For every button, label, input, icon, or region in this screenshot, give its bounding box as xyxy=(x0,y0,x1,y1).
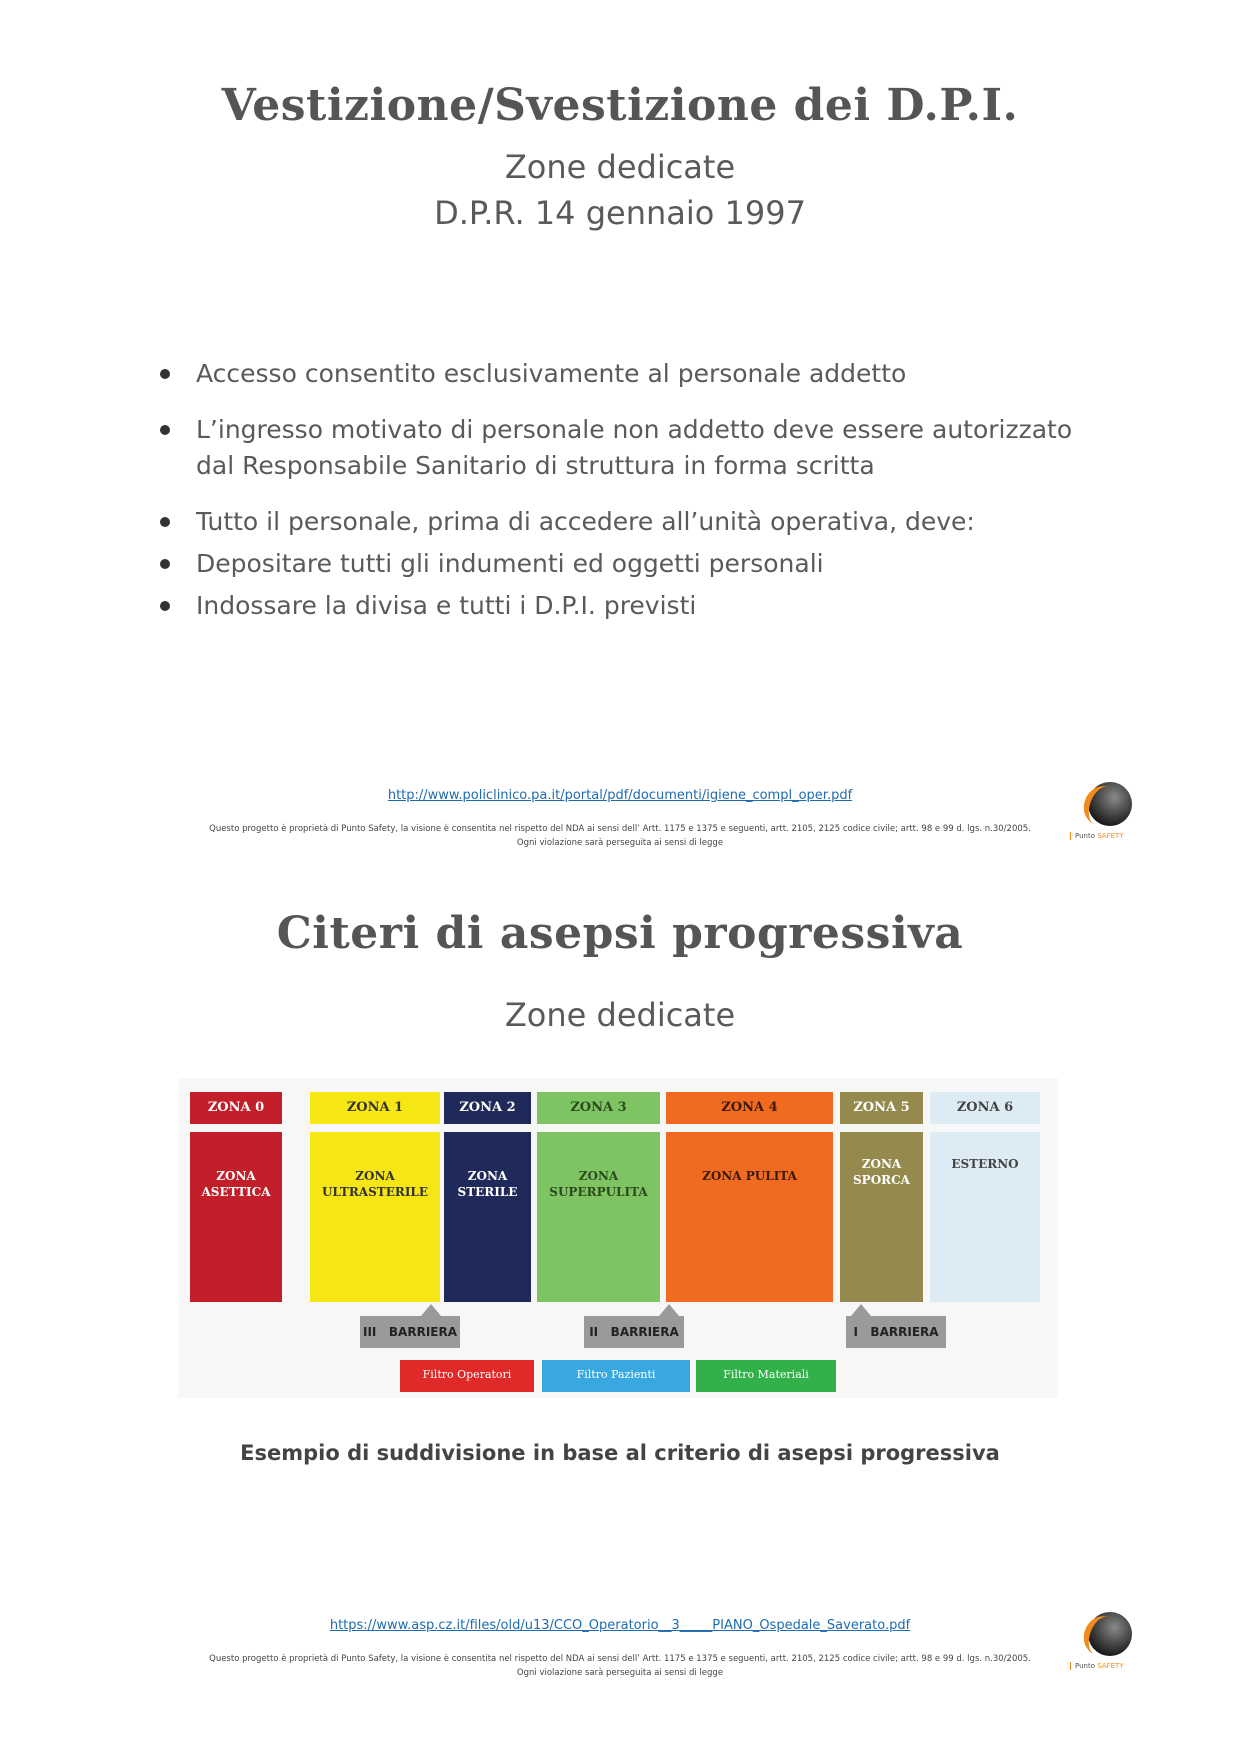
list-item: L’ingresso motivato di personale non addetto deve essere autorizzato dal Responsabile Sanitario di struttura in forma scritta xyxy=(160,412,1100,484)
list-item: Indossare la divisa e tutti i D.P.I. previsti xyxy=(160,588,1100,624)
barrier-arrow-icon xyxy=(659,1304,679,1316)
zone-body: ZONA SPORCA xyxy=(840,1132,923,1302)
zone-body: ZONA ASETTICA xyxy=(190,1132,282,1302)
slide1-subtitle: Zone dedicate xyxy=(504,148,736,186)
barrier-arrow-icon xyxy=(421,1304,441,1316)
list-item: Tutto il personale, prima di accedere all’unità operativa, deve: xyxy=(160,504,1100,540)
filter-label: Filtro Pazienti xyxy=(542,1360,690,1392)
list-item: Accesso consentito esclusivamente al personale addetto xyxy=(160,356,1100,392)
legal-notice: Questo progetto è proprietà di Punto Safety, la visione è consentita nel rispetto del NDA ai sensi dell’ Artt. 1175 e 1375 e seguenti, artt. 2105, 2125 codice civile; artt. 98 e 99 d. lgs. n.30/2005. Ogni violazione sarà perseguita ai sensi di legge xyxy=(209,824,1031,848)
bullet-icon xyxy=(160,559,170,569)
barrier-label: III BARRIERA xyxy=(360,1316,460,1348)
bullet-list xyxy=(160,356,1100,624)
list-item: Depositare tutti gli indumenti ed oggetti personali xyxy=(160,546,1100,582)
bullet-icon xyxy=(160,517,170,527)
barrier-label: I BARRIERA xyxy=(846,1316,946,1348)
zone-header: ZONA 4 xyxy=(666,1092,833,1124)
diagram-caption: Esempio di suddivisione in base al criterio di asepsi progressiva xyxy=(240,1441,1000,1465)
zone-header: ZONA 3 xyxy=(537,1092,660,1124)
zone-header: ZONA 0 xyxy=(190,1092,282,1124)
filter-label: Filtro Materiali xyxy=(696,1360,836,1392)
source-link[interactable]: https://www.asp.cz.it/files/old/u13/CCO_Operatorio__3_____PIANO_Ospedale_Saverato.pdf xyxy=(329,1618,911,1633)
zone-body: ZONA SUPERPULITA xyxy=(537,1132,660,1302)
bullet-icon xyxy=(160,425,170,435)
slide1-title: Vestizione/Svestizione dei D.P.I. xyxy=(221,80,1019,131)
filter-label: Filtro Operatori xyxy=(400,1360,534,1392)
zone-header: ZONA 6 xyxy=(930,1092,1040,1124)
zone-header: ZONA 2 xyxy=(444,1092,531,1124)
zone-header: ZONA 5 xyxy=(840,1092,923,1124)
source-link[interactable]: http://www.policlinico.pa.it/portal/pdf/documenti/igiene_compl_oper.pdf xyxy=(387,788,853,803)
slide1-regulation: D.P.R. 14 gennaio 1997 xyxy=(434,194,806,232)
zone-body: ZONA PULITA xyxy=(666,1132,833,1302)
zone-body: ESTERNO xyxy=(930,1132,1040,1302)
bullet-icon xyxy=(160,601,170,611)
zone-header: ZONA 1 xyxy=(310,1092,440,1124)
slide2-title: Citeri di asepsi progressiva xyxy=(276,908,964,959)
zone-body: ZONA STERILE xyxy=(444,1132,531,1302)
bullet-icon xyxy=(160,369,170,379)
punto-safety-logo: Punto SAFETY xyxy=(1070,782,1140,852)
asepsis-zones-diagram xyxy=(178,1078,1058,1398)
zone-body: ZONA ULTRASTERILE xyxy=(310,1132,440,1302)
barrier-label: II BARRIERA xyxy=(584,1316,684,1348)
punto-safety-logo: Punto SAFETY xyxy=(1070,1612,1140,1682)
barrier-arrow-icon xyxy=(851,1304,871,1316)
slide2-subtitle: Zone dedicate xyxy=(504,996,736,1034)
legal-notice: Questo progetto è proprietà di Punto Safety, la visione è consentita nel rispetto del NDA ai sensi dell’ Artt. 1175 e 1375 e seguenti, artt. 2105, 2125 codice civile; artt. 98 e 99 d. lgs. n.30/2005. Ogni violazione sarà perseguita ai sensi di legge xyxy=(209,1654,1031,1678)
